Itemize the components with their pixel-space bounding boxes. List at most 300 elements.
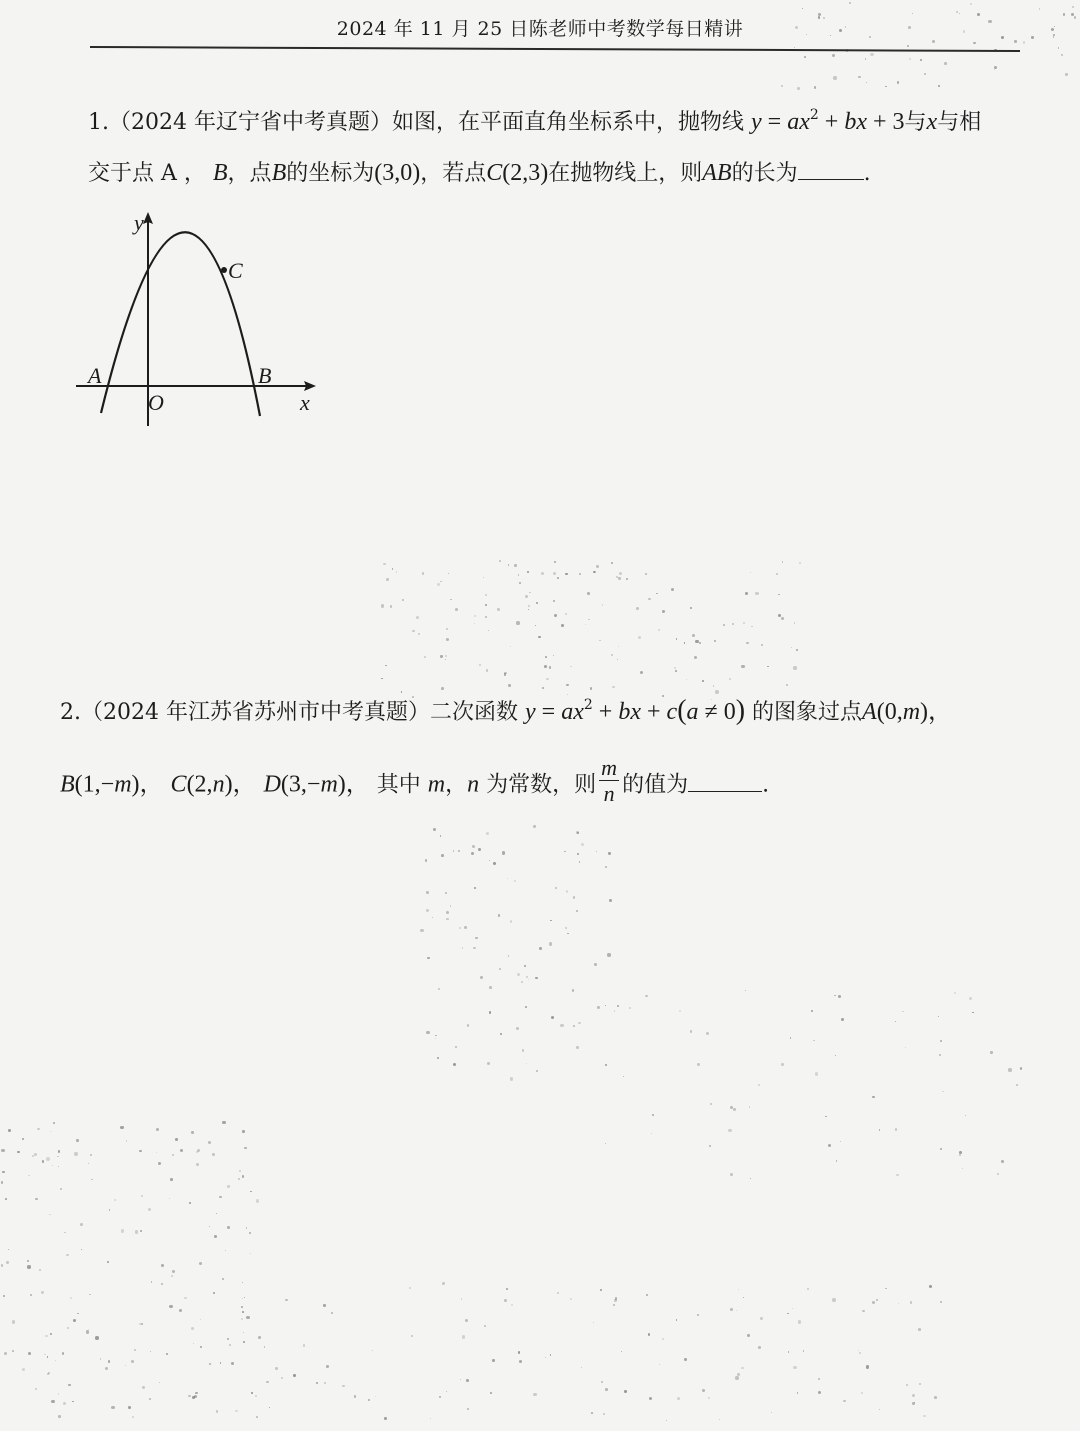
scan-speckle [858, 1350, 859, 1351]
scan-speckle [521, 981, 524, 984]
scan-speckle [866, 82, 867, 83]
fraction-denominator: n [603, 781, 615, 806]
scan-speckle [381, 678, 382, 679]
scan-speckle [342, 1385, 344, 1387]
scan-speckle [384, 1417, 386, 1419]
scan-speckle [736, 1310, 738, 1312]
scan-speckle [858, 76, 860, 78]
scan-speckle [446, 1391, 447, 1392]
scan-speckle [735, 1376, 738, 1379]
variable-m: m [320, 771, 338, 798]
scan-speckle [577, 832, 578, 833]
scan-speckle [216, 1410, 219, 1413]
scan-speckle [536, 1070, 538, 1072]
scan-speckle [1, 1181, 4, 1184]
scan-speckle [510, 920, 512, 922]
scan-speckle [12, 1320, 15, 1323]
point-c-dot [221, 267, 227, 273]
scan-speckle [832, 54, 835, 57]
scan-speckle [608, 852, 610, 854]
scan-speckle [195, 1392, 197, 1394]
scan-speckle [445, 655, 448, 658]
scan-speckle [565, 613, 567, 615]
scan-speckle [179, 1309, 182, 1312]
scan-speckle [151, 1281, 152, 1282]
scan-speckle [453, 850, 454, 851]
scan-speckle [786, 684, 788, 686]
scan-speckle [990, 1051, 993, 1054]
scan-speckle [545, 1357, 546, 1358]
scan-speckle [430, 1418, 432, 1420]
variable-x: x [926, 109, 938, 135]
scan-speckle [242, 1130, 245, 1133]
scan-speckle [690, 1030, 693, 1033]
scan-speckle [597, 1006, 600, 1009]
scan-speckle [208, 1141, 211, 1144]
scan-speckle [629, 1007, 631, 1009]
scan-speckle [490, 1392, 492, 1394]
scan-speckle [156, 1128, 159, 1131]
scan-speckle [27, 1265, 30, 1268]
scan-speckle [879, 1129, 881, 1131]
scan-speckle [49, 1214, 50, 1215]
scan-speckle [381, 604, 384, 607]
scan-speckle [316, 1382, 318, 1384]
variable-m: m [427, 771, 446, 798]
point-c-label: C [170, 771, 187, 798]
variable-n: n [212, 771, 225, 798]
scan-speckle [593, 1322, 594, 1323]
scan-speckle [212, 1153, 215, 1156]
scan-speckle [424, 656, 426, 658]
scan-speckle [602, 604, 604, 606]
point-c-coordinate: (2,3) [502, 160, 549, 186]
scan-speckle [498, 914, 500, 916]
scan-speckle [811, 1010, 813, 1012]
scan-speckle [758, 1084, 760, 1086]
condition-close-paren: ) [735, 695, 746, 726]
scan-speckle [170, 1178, 173, 1181]
scan-speckle [594, 963, 597, 966]
scan-speckle [804, 56, 806, 58]
scan-speckle [109, 1209, 111, 1211]
scan-speckle [461, 1298, 463, 1300]
scan-speckle [536, 602, 539, 605]
scan-speckle [45, 1335, 48, 1338]
scan-speckle [535, 625, 536, 626]
scan-speckle [42, 1160, 45, 1163]
scan-speckle [22, 1138, 25, 1141]
scan-speckle [28, 1352, 31, 1355]
scan-speckle [815, 1072, 818, 1075]
scan-speckle [148, 1208, 151, 1211]
scan-speckle [564, 851, 565, 852]
scan-speckle [535, 977, 538, 980]
scan-speckle [787, 1313, 788, 1314]
answer-blank[interactable] [688, 773, 762, 792]
scan-speckle [994, 69, 995, 70]
scan-speckle [676, 1319, 677, 1320]
equation-constant: + 3 [866, 109, 905, 135]
scan-speckle [818, 1378, 820, 1380]
scan-speckle [658, 629, 660, 631]
scan-speckle [30, 1294, 32, 1296]
scan-speckle [1008, 1068, 1011, 1071]
scan-speckle [781, 617, 784, 620]
equation-bx: bx [618, 699, 641, 725]
scan-speckle [677, 1397, 680, 1400]
scan-speckle [838, 995, 841, 998]
scan-speckle [686, 679, 687, 680]
scan-speckle [437, 583, 440, 586]
scan-speckle [656, 593, 657, 594]
scan-speckle [411, 1335, 413, 1337]
scan-speckle [790, 1037, 791, 1038]
scan-speckle [611, 654, 613, 656]
scan-speckle [832, 1298, 835, 1301]
scan-speckle [81, 1249, 82, 1250]
scan-speckle [239, 1170, 241, 1172]
scan-speckle [191, 1131, 194, 1134]
scan-speckle [738, 1289, 740, 1291]
scan-speckle [88, 1329, 89, 1330]
scan-speckle [1058, 47, 1059, 48]
scan-speckle [679, 1010, 681, 1012]
scan-speckle [485, 604, 487, 606]
scan-speckle [446, 628, 448, 630]
scan-speckle [246, 1227, 248, 1229]
scan-speckle [912, 1394, 915, 1397]
scan-speckle [1020, 1067, 1022, 1069]
scan-speckle [969, 997, 972, 1000]
scan-speckle [1023, 41, 1025, 43]
scan-speckle [723, 624, 725, 626]
scan-speckle [246, 1316, 249, 1319]
scan-speckle [1072, 6, 1074, 8]
scan-speckle [422, 572, 425, 575]
scan-speckle [648, 598, 651, 601]
scan-speckle [865, 58, 866, 59]
scan-speckle [172, 1154, 175, 1157]
scan-speckle [538, 636, 540, 638]
answer-blank[interactable] [798, 161, 864, 180]
scan-speckle [746, 642, 748, 644]
scan-speckle [596, 851, 597, 852]
scan-speckle [600, 1289, 602, 1291]
scan-speckle [250, 1253, 252, 1255]
scan-speckle [368, 1399, 370, 1401]
scan-speckle [555, 887, 557, 889]
scan-speckle [269, 1407, 270, 1408]
scan-speckle [662, 1338, 664, 1340]
scan-speckle [17, 1151, 19, 1153]
scan-speckle [743, 1297, 744, 1298]
scan-speckle [120, 1126, 123, 1129]
scan-speckle [197, 1149, 200, 1152]
scan-speckle [553, 600, 555, 602]
scan-speckle [573, 1025, 575, 1027]
scan-speckle [611, 562, 613, 564]
scan-speckle [213, 1292, 215, 1294]
scan-speckle [550, 920, 552, 922]
scan-speckle [607, 953, 610, 956]
scan-speckle [697, 1063, 700, 1066]
parabola-figure [60, 200, 340, 440]
scan-speckle [605, 866, 608, 869]
scan-speckle [895, 1021, 896, 1022]
scan-speckle [427, 957, 429, 959]
scan-speckle [526, 976, 528, 978]
scan-speckle [485, 616, 487, 618]
problem-2-text: 为常数，则 [486, 772, 597, 798]
fraction-numerator: m [601, 755, 618, 780]
point-c-label: C [228, 258, 243, 283]
scan-speckle [719, 1419, 720, 1420]
scan-speckle [249, 1232, 251, 1234]
scan-speckle [74, 1152, 77, 1155]
scan-speckle [6, 1261, 9, 1264]
scan-speckle [533, 825, 535, 827]
scan-speckle [504, 672, 507, 675]
scan-speckle [73, 1319, 76, 1322]
scan-speckle [402, 599, 404, 601]
scan-speckle [135, 1230, 138, 1233]
scan-speckle [372, 1350, 373, 1351]
scan-speckle [794, 622, 795, 623]
scan-speckle [58, 1150, 60, 1152]
scan-speckle [618, 577, 620, 579]
scan-speckle [841, 1018, 844, 1021]
scan-speckle [471, 852, 474, 855]
scan-speckle [652, 1114, 654, 1116]
scan-speckle [645, 573, 647, 575]
scan-speckle [472, 845, 475, 848]
scan-speckle [489, 1011, 491, 1013]
scan-speckle [250, 1191, 251, 1192]
scan-speckle [920, 59, 922, 61]
scan-speckle [326, 1365, 328, 1367]
scan-speckle [879, 1409, 880, 1410]
scan-speckle [518, 574, 519, 575]
scan-speckle [48, 1372, 50, 1374]
scan-speckle [53, 1122, 55, 1124]
scan-speckle [462, 947, 463, 948]
scan-speckle [771, 1412, 772, 1413]
scan-speckle [781, 85, 783, 87]
point-c-close: )， [224, 771, 257, 798]
scan-speckle [227, 1226, 230, 1229]
scan-speckle [499, 560, 501, 562]
scan-speckle [895, 1128, 898, 1131]
scan-speckle [264, 1346, 265, 1347]
scan-speckle [108, 1360, 110, 1362]
scan-speckle [383, 563, 386, 566]
scan-speckle [565, 927, 567, 929]
scan-speckle [60, 1188, 62, 1190]
scan-speckle [799, 562, 801, 564]
scan-speckle [914, 1402, 915, 1403]
scan-speckle [940, 1148, 942, 1150]
scan-speckle [169, 1198, 170, 1199]
scan-speckle [649, 1397, 652, 1400]
scan-speckle [90, 1154, 92, 1156]
scan-speckle [557, 577, 559, 579]
scan-speckle [861, 1392, 863, 1394]
scan-speckle [525, 595, 528, 598]
scan-speckle [566, 890, 569, 893]
scan-speckle [47, 1373, 49, 1375]
scan-speckle [196, 1163, 199, 1166]
point-b-label: B [212, 160, 228, 186]
scan-speckle [798, 1320, 801, 1323]
scan-speckle [708, 1397, 710, 1399]
scan-speckle [835, 1055, 836, 1056]
scan-speckle [114, 1199, 117, 1202]
scan-speckle [189, 1202, 191, 1204]
scan-speckle [605, 1143, 606, 1144]
scan-speckle [793, 666, 796, 669]
scan-speckle [242, 1311, 244, 1313]
scan-speckle [747, 1334, 750, 1337]
scan-speckle [188, 1395, 191, 1398]
scan-speckle [241, 1318, 243, 1320]
scan-speckle [939, 1054, 941, 1056]
scan-speckle [219, 1196, 221, 1198]
scan-speckle [591, 1412, 593, 1414]
scan-speckle [554, 614, 557, 617]
scan-speckle [676, 638, 678, 640]
scan-speckle [105, 1367, 108, 1370]
scan-speckle [44, 1354, 45, 1355]
scan-speckle [489, 860, 490, 861]
scan-speckle [193, 1343, 194, 1344]
scan-speckle [67, 1327, 68, 1328]
point-d-coordinate: (3,− [280, 771, 321, 798]
scan-speckle [751, 626, 753, 628]
scan-speckle [684, 642, 685, 643]
scan-speckle [418, 633, 420, 635]
scan-speckle [870, 53, 873, 56]
problem-1-text: 如图，在平面直角坐标系中，抛物线 [391, 110, 744, 135]
scan-speckle [486, 832, 489, 835]
scan-speckle [50, 1131, 51, 1132]
scan-speckle [77, 1313, 78, 1314]
scan-speckle [149, 1398, 152, 1401]
scan-speckle [615, 1297, 617, 1299]
scan-speckle [484, 1325, 486, 1327]
scan-speckle [467, 1024, 470, 1027]
scan-speckle [231, 1362, 234, 1365]
scan-speckle [439, 1396, 441, 1398]
scan-speckle [557, 1292, 559, 1294]
scan-speckle [460, 1379, 461, 1380]
scan-speckle [528, 605, 530, 607]
problem-2-text: 其中 [376, 772, 421, 798]
scan-speckle [674, 667, 676, 669]
problem-1-line-1 [88, 100, 981, 138]
scan-speckle [465, 1319, 468, 1322]
scan-speckle [132, 1416, 134, 1418]
scan-speckle [194, 1395, 197, 1398]
scan-speckle [544, 665, 547, 668]
scan-speckle [528, 979, 529, 980]
equation-plus: + [592, 699, 619, 725]
scan-speckle [293, 1374, 296, 1377]
scan-speckle [222, 1278, 223, 1279]
page-header [0, 14, 1080, 41]
scan-speckle [455, 608, 458, 611]
scan-speckle [191, 1327, 194, 1330]
scan-speckle [46, 1157, 49, 1160]
scan-speckle [710, 1103, 712, 1105]
scan-speckle [58, 1415, 61, 1418]
scan-speckle [876, 1299, 878, 1301]
scan-speckle [797, 87, 800, 90]
scan-speckle [645, 995, 647, 997]
scan-speckle [504, 673, 506, 675]
scan-speckle [675, 670, 677, 672]
scan-speckle [614, 1010, 616, 1012]
scan-speckle [553, 572, 556, 575]
scan-speckle [616, 576, 618, 578]
scan-speckle [466, 1379, 469, 1382]
scan-speckle [728, 1129, 731, 1132]
scan-speckle [455, 1046, 456, 1047]
scan-speckle [692, 634, 695, 637]
scan-speckle [409, 1287, 411, 1289]
scan-speckle [242, 1282, 243, 1283]
scan-speckle [605, 1388, 608, 1391]
variable-m: m [114, 771, 132, 798]
scan-speckle [617, 659, 618, 660]
scan-speckle [614, 1299, 617, 1302]
scan-speckle [566, 684, 568, 686]
scan-speckle [331, 1312, 334, 1315]
scan-speckle [954, 992, 956, 994]
scan-speckle [225, 1250, 226, 1251]
scan-speckle [416, 616, 419, 619]
scan-speckle [636, 607, 639, 610]
scan-speckle [426, 1031, 429, 1034]
scan-speckle [200, 1346, 201, 1347]
scan-speckle [578, 1022, 581, 1025]
scan-speckle [737, 1373, 740, 1376]
scan-speckle [126, 1140, 128, 1142]
problem-1-text: ，点 [227, 161, 272, 186]
scan-speckle [579, 861, 581, 863]
comma: ， [445, 772, 468, 798]
scan-speckle [546, 678, 549, 681]
scan-speckle [134, 1349, 136, 1351]
scan-speckle [385, 665, 386, 666]
scan-speckle [497, 608, 499, 610]
point-c-coordinate: (2, [186, 771, 213, 798]
scan-speckle [158, 1162, 161, 1165]
scan-speckle [803, 1350, 805, 1352]
scan-speckle [196, 1151, 198, 1153]
scan-speckle [849, 2, 851, 4]
scan-speckle [825, 1116, 826, 1117]
scan-speckle [581, 843, 584, 846]
equation-ax: ax [561, 699, 584, 725]
scan-speckle [175, 1138, 178, 1141]
scan-speckle [605, 1064, 606, 1065]
scan-speckle [694, 656, 697, 659]
problem-1-line-2 [88, 158, 871, 189]
scan-speckle [729, 678, 731, 680]
scan-speckle [605, 1005, 606, 1006]
point-b-coordinate: (1,− [74, 771, 115, 798]
